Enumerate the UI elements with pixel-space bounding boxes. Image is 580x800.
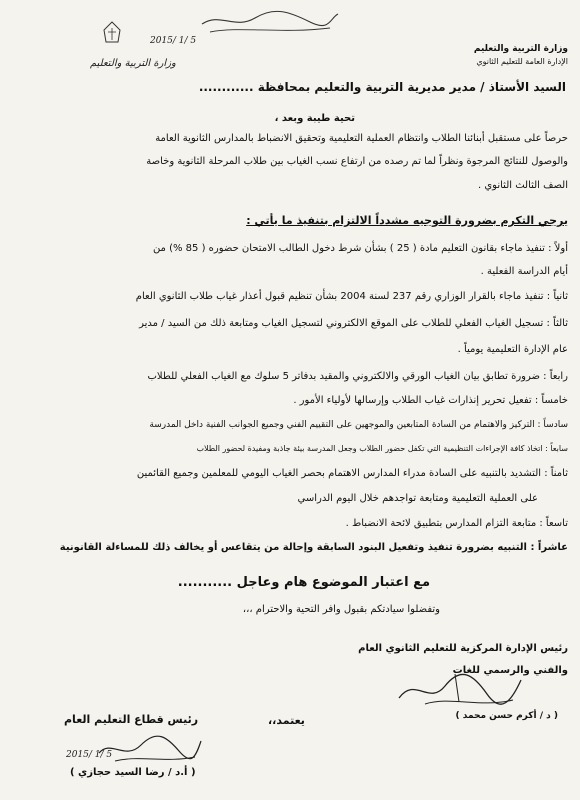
- item-8-line-2: على العملية التعليمية ومتابعة تواجدهم خلال اليوم الدراسي: [297, 493, 538, 504]
- item-7: سابعاً : اتخاذ كافة الإجراءات التنظيمية التي تكفل حضور الطلاب وجعل المدرسة بيئة جاذبة ومفيدة لحضور الطلاب: [196, 444, 568, 453]
- item-10: عاشراً : التنبيه بضرورة تنفيذ وتفعيل البنود السابقة وإحالة من يتقاعس أو يخالف ذلك للمساءلة القانونية: [59, 542, 568, 553]
- item-1-line-2: أيام الدراسة الفعلية .: [480, 266, 568, 277]
- emphasis-line: مع اعتبار الموضوع هام وعاجل ...........: [177, 575, 430, 590]
- signatory-right-title: رئيس الإدارة المركزية للتعليم الثانوي العام: [358, 643, 568, 654]
- intro-line-2: والوصول للنتائج المرجوة ونظراً لما تم رصده من ارتفاع نسب الغياب بين طلاب المرحلة الثانوية وخاصة: [146, 156, 568, 167]
- signatory-left-name: ( أ.د / رضا السيد حجازي ): [70, 767, 196, 778]
- department-name: الإدارة العامة للتعليم الثانوي: [476, 57, 568, 66]
- request-line: يرجي التكرم بضرورة التوجيه مشدداً الالتزام بتنفيذ ما يأتي :: [246, 214, 568, 227]
- intro-line-3: الصف الثالث الثانوي .: [478, 180, 568, 191]
- approval-label: يعتمد،،: [268, 714, 305, 727]
- handwritten-date-left: 2015/ 1/ 5: [66, 750, 113, 760]
- item-1-line-1: أولاً : تنفيذ ماجاء بقانون التعليم مادة ( 25 ) بشأن شرط دخول الطالب الامتحان حضوره ( 85 %) من: [152, 243, 568, 254]
- item-5: خامساً : تفعيل تحرير إنذارات غياب الطلاب وإرسالها لأولياء الأمور .: [293, 395, 568, 406]
- handwritten-date-top: 2015/ 1/ 5: [150, 36, 197, 46]
- greeting: تحية طيبة وبعد ،: [274, 113, 355, 124]
- item-6: سادساً : التركيز والاهتمام من السادة المتابعين والموجهين على التقييم الفني وجميع الجوانب الفنية داخل المدرسة: [149, 420, 568, 430]
- handwritten-reference: وزارة التربية والتعليم: [90, 58, 176, 69]
- signature-right: [395, 668, 525, 710]
- emblem-icon: [100, 20, 124, 46]
- addressee: السيد الأستاذ / مدير مديرية التربية والتعليم بمحافظة ............: [198, 80, 566, 94]
- intro-line-1: حرصاً على مستقبل أبنائنا الطلاب وانتظام العملية التعليمية وتحقيق الانضباط بالمدارس الثانوية العامة: [155, 133, 568, 144]
- ministry-name: وزارة التربية والتعليم: [473, 44, 568, 54]
- item-4: رابعاً : ضرورة تطابق بيان الغياب الورقي والالكتروني والمقيد بدفاتر 5 سلوك مع الغياب الفعلي للطلاب: [147, 371, 568, 382]
- handwritten-scribble-top: [200, 8, 340, 36]
- item-2: ثانياً : تنفيذ ماجاء بالقرار الوزاري رقم 237 لسنة 2004 بشأن تنظيم قبول أعذار غياب طلاب الثانوي العام: [135, 291, 568, 302]
- closing-line: وتفضلوا سيادتكم بقبول وافر التحية والاحترام ،،،: [242, 604, 440, 615]
- signatory-right-name: ( د / أكرم حسن محمد ): [455, 711, 558, 721]
- signatory-right-subtitle: والفني والرسمي للغات: [452, 665, 568, 676]
- item-9: تاسعاً : متابعة التزام المدارس بتطبيق لائحة الانضباط .: [345, 518, 568, 529]
- signature-left: [95, 733, 205, 765]
- item-8-line-1: ثامناً : التشديد بالتنبيه على السادة مدراء المدارس الاهتمام بحصر الغياب اليومي للمعلمين وجميع القائمين: [136, 468, 568, 479]
- signatory-left-title: رئيس قطاع التعليم العام: [64, 713, 199, 726]
- item-3-line-1: ثالثاً : تسجيل الغياب الفعلي للطلاب على الموقع الالكتروني لتسجيل الغياب ومتابعة ذلك من السيد / مدير: [139, 318, 568, 329]
- item-3-line-2: عام الإدارة التعليمية يومياً .: [457, 344, 568, 355]
